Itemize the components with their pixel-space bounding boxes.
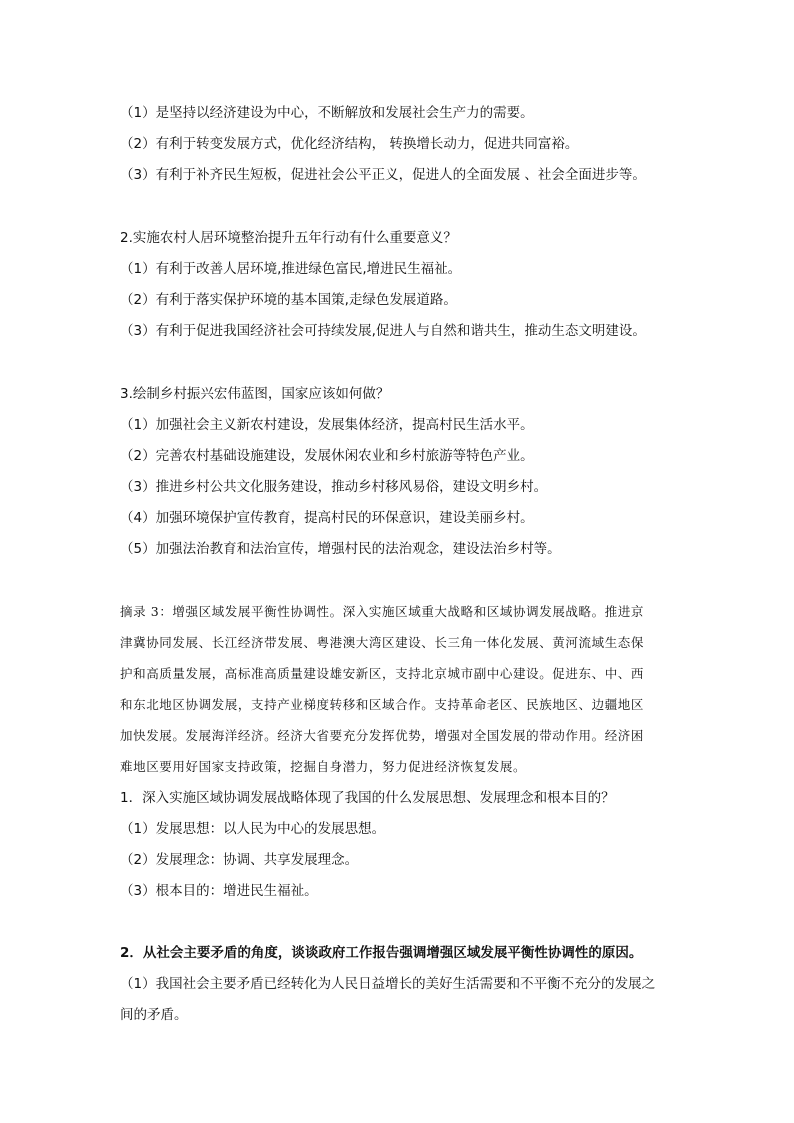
answer-line: （1）我国社会主要矛盾已经转化为人民日益增长的美好生活需要和不平衡不充分的发展之 xyxy=(120,976,656,992)
answer-line: （2）发展理念：协调、共享发展理念。 xyxy=(120,852,359,868)
answer-line: （3）根本目的：增进民生福祉。 xyxy=(120,883,318,899)
answer-line: （5）加强法治教育和法治宣传，增强村民的法治观念，建设法治乡村等。 xyxy=(120,541,561,557)
excerpt-line: 难地区要用好国家支持政策，挖掘自身潜力，努力促进经济恢复发展。 xyxy=(120,759,527,774)
answer-line: （3）有利于补齐民生短板，促进社会公平正义，促进人的全面发展 、社会全面进步等。 xyxy=(120,167,646,183)
answer-line: （3）有利于促进我国经济社会可持续发展,促进人与自然和谐共生，推动生态文明建设。 xyxy=(120,323,646,339)
answer-line: （1）发展思想：以人民为中心的发展思想。 xyxy=(120,821,386,837)
question-heading: 1．深入实施区域协调发展战略体现了我国的什么发展思想、发展理念和根本目的？ xyxy=(120,790,615,806)
question-heading: 2．从社会主要矛盾的角度，谈谈政府工作报告强调增强区域发展平衡性协调性的原因。 xyxy=(120,945,643,961)
answer-line: （4）加强环境保护宣传教育，提高村民的环保意识，建设美丽乡村。 xyxy=(120,510,534,526)
answer-line: （3）推进乡村公共文化服务建设，推动乡村移风易俗，建设文明乡村。 xyxy=(120,479,548,495)
answer-line: 间的矛盾。 xyxy=(120,1007,188,1023)
excerpt-line: 摘录 3：增强区域发展平衡性协调性。深入实施区域重大战略和区域协调发展战略。推进京 xyxy=(120,604,645,619)
question-heading: 2.实施农村人居环境整治提升五年行动有什么重要意义？ xyxy=(120,230,457,246)
excerpt-line: 加快发展。发展海洋经济。经济大省要充分发挥优势，增强对全国发展的带动作用。经济困 xyxy=(120,728,645,743)
answer-line: （1）加强社会主义新农村建设，发展集体经济，提高村民生活水平。 xyxy=(120,417,534,433)
excerpt-line: 和东北地区协调发展，支持产业梯度转移和区域合作。支持革命老区、民族地区、边疆地区 xyxy=(120,697,645,712)
excerpt-line: 护和高质量发展，高标准高质量建设雄安新区，支持北京城市副中心建设。促进东、中、西 xyxy=(120,666,645,681)
answer-line: （2）完善农村基础设施建设，发展休闲农业和乡村旅游等特色产业。 xyxy=(120,448,534,464)
answer-line: （2）有利于转变发展方式，优化经济结构， 转换增长动力，促进共同富裕。 xyxy=(120,136,579,152)
answer-line: （2）有利于落实保护环境的基本国策,走绿色发展道路。 xyxy=(120,292,457,308)
answer-line: （1）是坚持以经济建设为中心，不断解放和发展社会生产力的需要。 xyxy=(120,105,534,121)
question-heading: 3.绘制乡村振兴宏伟蓝图，国家应该如何做？ xyxy=(120,386,390,402)
answer-line: （1）有利于改善人居环境,推进绿色富民,增进民生福祉。 xyxy=(120,261,462,277)
excerpt-line: 津冀协同发展、长江经济带发展、粤港澳大湾区建设、长三角一体化发展、黄河流域生态保 xyxy=(120,635,645,650)
